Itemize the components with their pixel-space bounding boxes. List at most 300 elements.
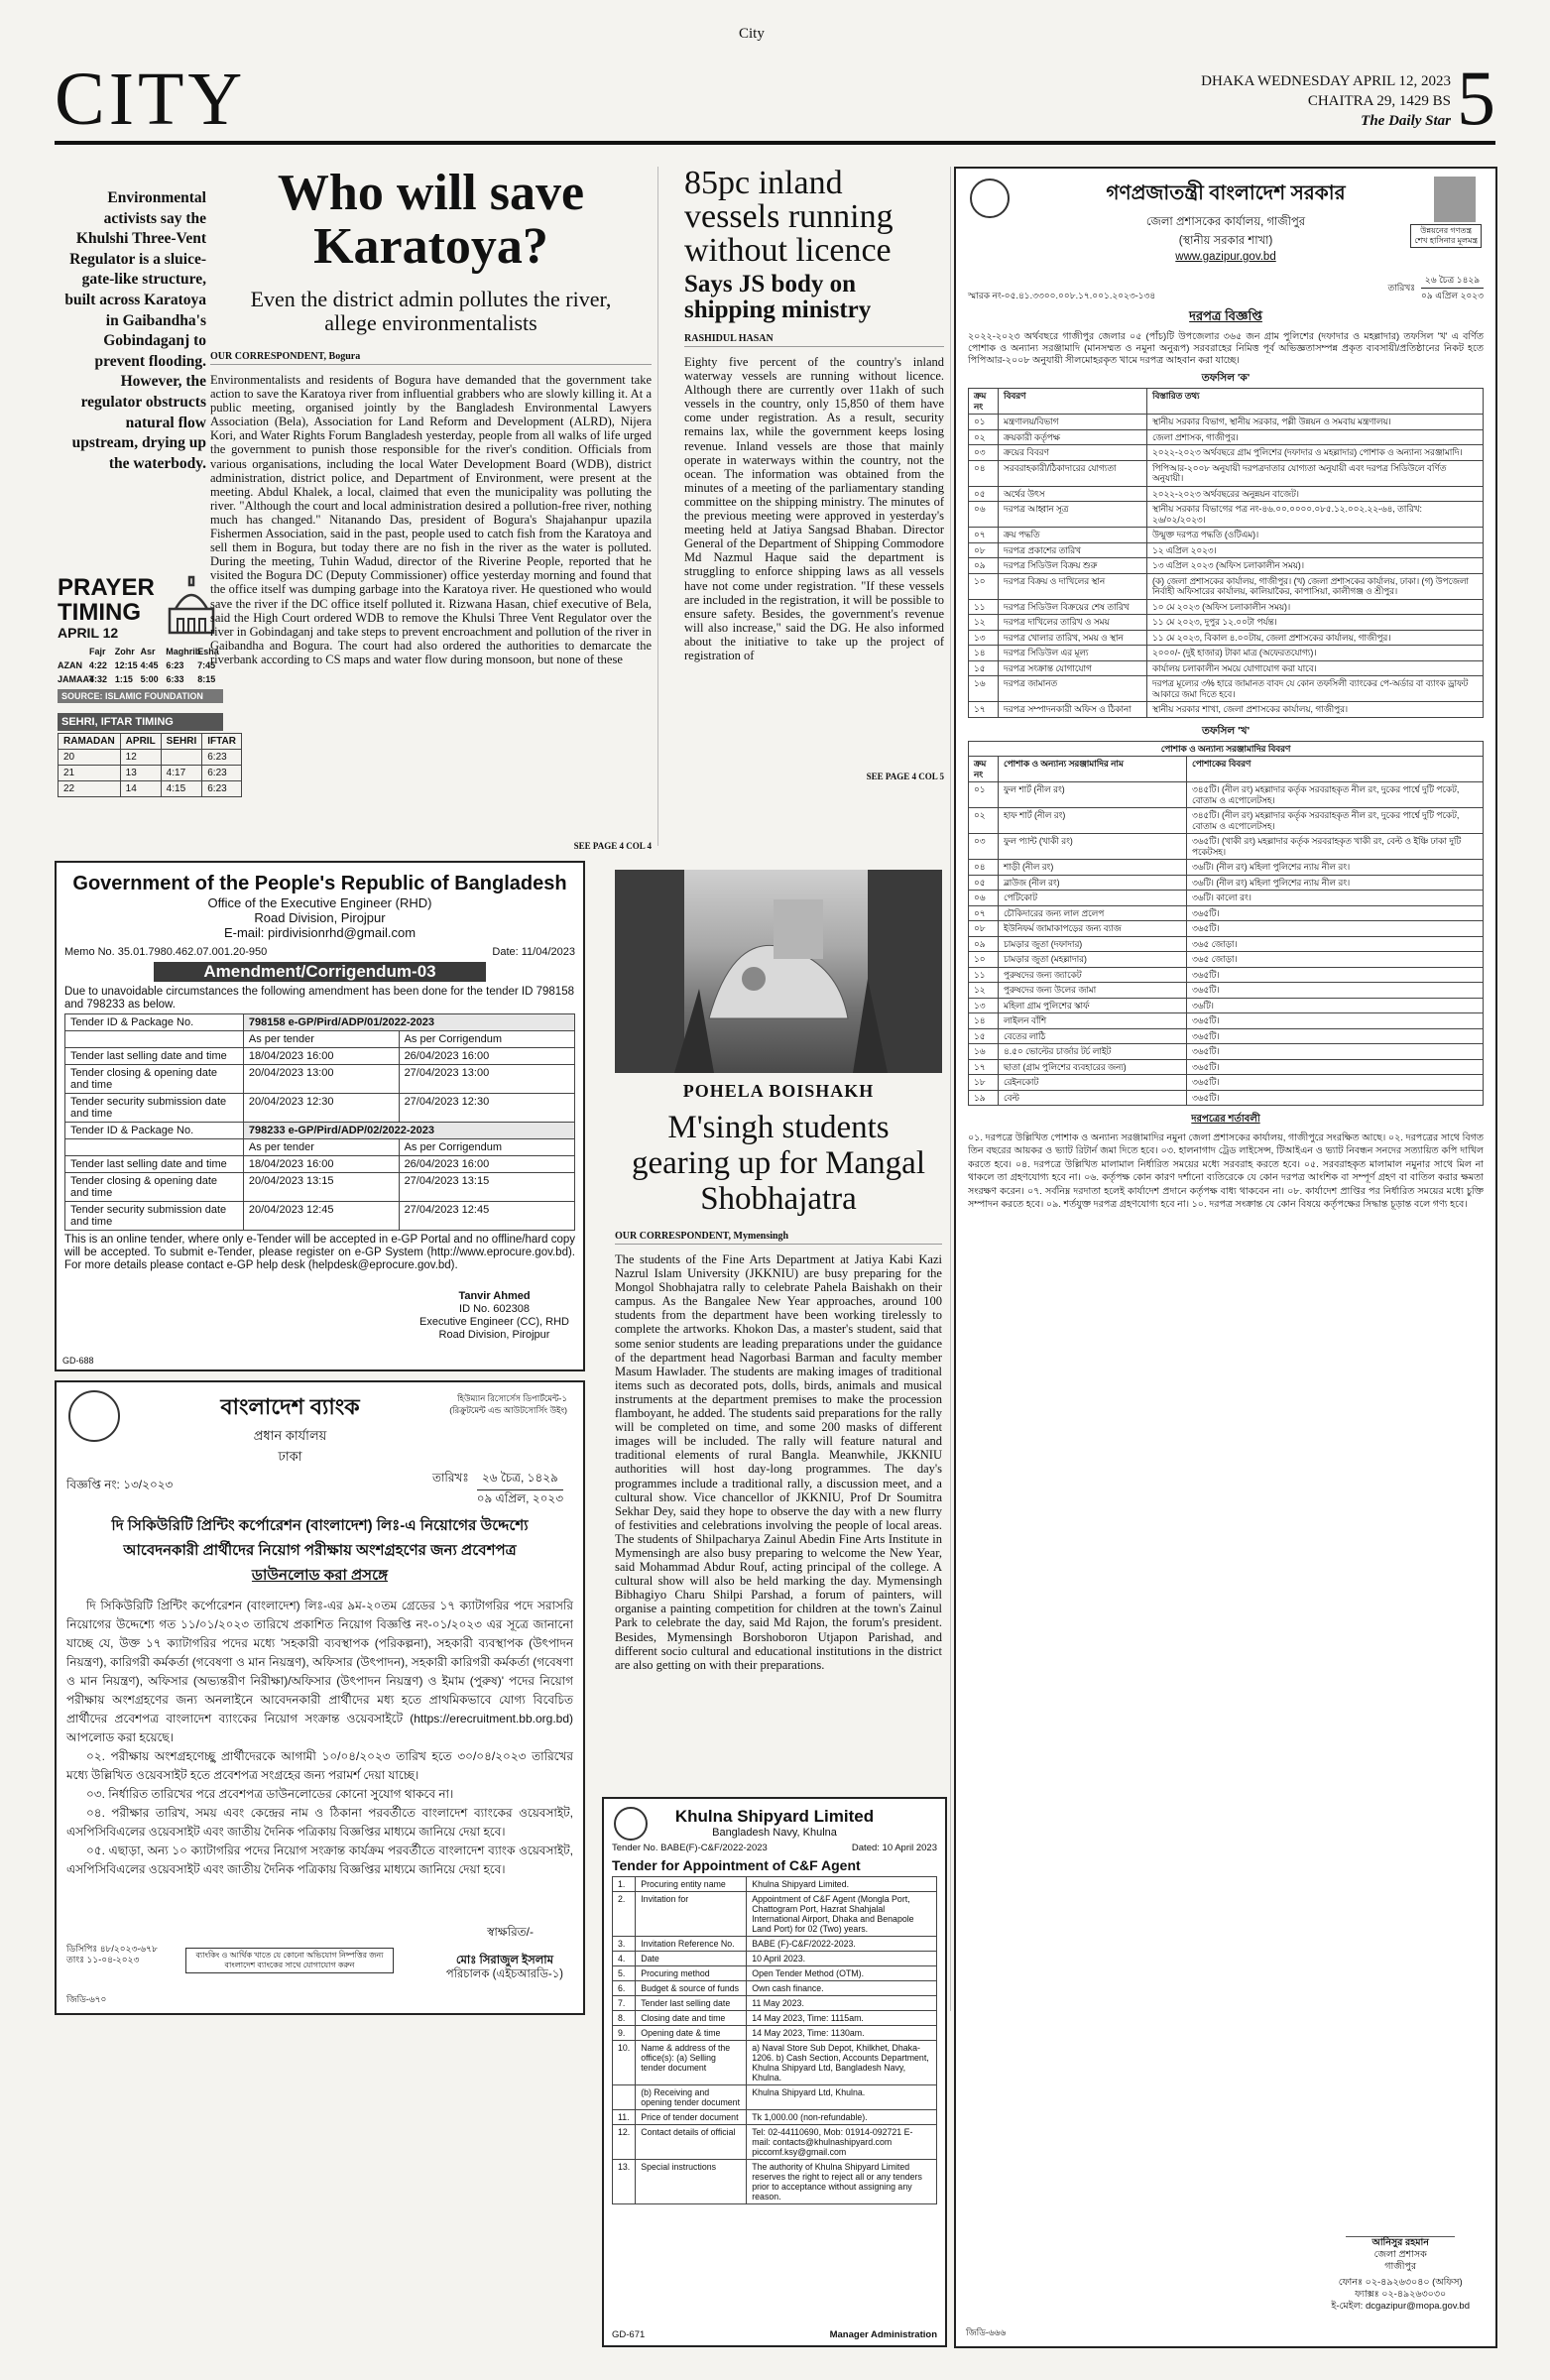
bb-city: ঢাকা bbox=[278, 1449, 302, 1464]
ksy-label: Budget & source of funds bbox=[636, 1981, 747, 1996]
kha-name: চামড়ার জুতা (মহল্লাদার) bbox=[999, 952, 1187, 968]
kha-sl: ১৪ bbox=[969, 1013, 999, 1029]
sehri-col: SEHRI bbox=[161, 734, 202, 750]
ka-sl: ১২ bbox=[969, 615, 999, 631]
slogan-line-1: উন্নয়নের গণতন্ত্র bbox=[1420, 226, 1473, 235]
ka-detail: জেলা প্রশাসক, গাজীপুর। bbox=[1147, 429, 1484, 445]
ka-item: দরপত্র সিডিউল বিক্রয়ের শেষ তারিখ bbox=[999, 599, 1147, 615]
prayer-col: Zohr bbox=[114, 647, 135, 656]
rhd-cell: 26/04/2023 16:00 bbox=[399, 1156, 574, 1173]
kha-col-desc: পোশাকের বিবরণ bbox=[1187, 757, 1484, 782]
gazipur-sub: (স্থানীয় সরকার শাখা) bbox=[1178, 235, 1273, 247]
ka-sl: ০১ bbox=[969, 415, 999, 430]
prayer-row-label: AZAN bbox=[58, 660, 82, 670]
ksy-value: 14 May 2023, Time: 1130am. bbox=[747, 2026, 937, 2041]
rhd-date: Date: 11/04/2023 bbox=[492, 946, 575, 958]
kha-sl: ১৬ bbox=[969, 1044, 999, 1060]
prayer-time: 4:22 bbox=[88, 660, 107, 670]
ksy-heading: Tender for Appointment of C&F Agent bbox=[612, 1857, 861, 1873]
ka-detail: ১১ মে ২০২৩, বিকাল ৪.০০টায়, জেলা প্রশাসকের কার্যালয়, গাজীপুর। bbox=[1147, 630, 1484, 646]
prayer-time: 4:32 bbox=[89, 674, 108, 684]
ka-detail: ১০ মে ২০২৩ (অফিস চলাকালীন সময়)। bbox=[1147, 599, 1484, 615]
ksy-ad bbox=[602, 1797, 947, 2347]
ka-sl: ০৫ bbox=[969, 486, 999, 502]
ka-detail: উন্মুক্ত দরপত্র পদ্ধতি (ওটিএম)। bbox=[1147, 528, 1484, 543]
sehri-cell: 4:17 bbox=[161, 766, 202, 781]
ksy-sl: 12. bbox=[613, 2125, 636, 2160]
ksy-value: Khulna Shipyard Ltd, Khulna. bbox=[747, 2085, 937, 2110]
ka-sl: ০৩ bbox=[969, 445, 999, 461]
ka-detail: পিপিআর-২০০৮ অনুযায়ী দরপত্রদাতার যোগ্যতা অনুযায়ী এবং দরপত্র সিডিউলে বর্ণিত অনুযায়ী। bbox=[1147, 460, 1484, 486]
rhd-cell: 20/04/2023 13:00 bbox=[243, 1065, 399, 1094]
rhd-package-1: 798158 e-GP/Pird/ADP/01/2022-2023 bbox=[243, 1014, 574, 1031]
gazipur-intro: ২০২২-২০২৩ অর্থবছরে গাজীপুর জেলার ০৫ (পাঁচ)টি উপজেলার ৩৬৫ জন গ্রাম পুলিশের (দফাদার ও মহল্লাদার) তফসিল 'খ' এ বর্ণিত পোশাক ও অন্যান্য সরঞ্জামাদি (মানসম্মত ও নমুনা অনুরূপ) সরবরাহের নিমিত্ত পূর্ব অভিজ্ঞতাসম্পন্ন প্রকৃত ব্যবসায়ী/প্রতিষ্ঠানের নিকট হতে পিপিআর-২০০৮ অনুযায়ী সীলমোহরকৃত খামে দরপত্র আহবান করা যাচ্ছে। bbox=[968, 331, 1484, 366]
prayer-date: APRIL 12 bbox=[58, 625, 119, 641]
prayer-col: Esha bbox=[197, 647, 219, 656]
bb-body-1: দি সিকিউরিটি প্রিন্টিং কর্পোরেশন (বাংলাদেশ) লিঃ-এর ৯ম-২০তম গ্রেডের ১৭ ক্যাটাগরির পদে সরাসরি নিয়োগের উদ্দেশ্যে গত ১১/০১/২০২৩ তারিখে প্রকাশিত নিয়োগ বিজ্ঞপ্তি নং-০১/২০২৩ এর সূত্রে জানানো যাচ্ছে যে, উক্ত ১৭ ক্যাটাগরির পদের মধ্যে 'সহকারী ব্যবস্থাপক (পরিকল্পনা), সহকারী ব্যবস্থাপক (উৎপাদন নিয়ন্ত্রণ), কারিগরী কর্মকর্তা (গবেষণা ও মান নিয়ন্ত্রণ), অফিসার (উৎপাদন), সহকারী কারিগরী কর্মকর্তা (গবেষণা ও মান নিয়ন্ত্রণ), অফিসার (অভ্যন্তরীণ নিরীক্ষা)/অফিসার (উৎপাদন নিয়ন্ত্রণ) ও ইমাম (পুরুষ)' পদের নিয়োগ পরীক্ষায় অংশগ্রহণের জন্য অনলাইনে আবেদনকারী প্রার্থীদের মধ্য হতে প্রাথমিকভাবে যোগ্য বিবেচিত প্রার্থীদের প্রবেশপত্র বাংলাদেশ ব্যাংকের নিয়োগ সংক্রান্ত ওয়েবসাইটে (https://erecruitment.bb.org.bd) আপলোড করা হয়েছে। bbox=[66, 1599, 573, 1744]
prayer-time: 7:45 bbox=[197, 660, 216, 670]
rhd-signer: Tanvir Ahmed bbox=[458, 1290, 531, 1302]
ka-col-item: বিবরণ bbox=[999, 389, 1147, 415]
ksy-label: Invitation Reference No. bbox=[636, 1937, 747, 1952]
ka-sl: ১৭ bbox=[969, 702, 999, 718]
kha-desc: ৩৬৫ জোড়া। bbox=[1187, 936, 1484, 952]
ksy-value: Open Tender Method (OTM). bbox=[747, 1966, 937, 1981]
gazipur-office: জেলা প্রশাসকের কার্যালয়, গাজীপুর bbox=[1145, 216, 1306, 228]
prayer-col: Asr bbox=[140, 647, 156, 656]
ksy-sl: 7. bbox=[613, 1996, 636, 2011]
ka-item: সরবরাহকারী/ঠিকাদারের যোগ্যতা bbox=[999, 460, 1147, 486]
inland-headline: 85pc inland vessels running without licence bbox=[684, 165, 894, 269]
sehri-col: IFTAR bbox=[202, 734, 242, 750]
sehri-cell: 20 bbox=[59, 750, 121, 766]
kha-name: লাইলন বাঁশি bbox=[999, 1013, 1187, 1029]
kha-desc: ৩৬৫টি। bbox=[1187, 1044, 1484, 1060]
gazipur-signer-title: জেলা প্রশাসক bbox=[1373, 2249, 1427, 2260]
karatoya-headline: Who will save Karatoya? bbox=[277, 165, 585, 275]
rhd-id-label: Tender ID & Package No. bbox=[65, 1123, 244, 1139]
kha-desc: ৩৪৫টি। (নীল রং) মহল্লাদার কর্তৃক সরবরাহকৃত নীল রং, দুকের পার্শ্বে দুটি পকেট, বোতাম ও এপোলেটসহ। bbox=[1187, 782, 1484, 808]
prayer-col: Maghrib bbox=[166, 647, 201, 656]
bb-title: বাংলাদেশ ব্যাংক bbox=[220, 1394, 360, 1419]
ka-item: দরপত্র সিডিউল এর মূল্য bbox=[999, 646, 1147, 661]
gazipur-notice-title: দরপত্র বিজ্ঞপ্তি bbox=[1189, 308, 1262, 323]
sidebar-blurb: Environmental activists say the Khulshi Three-Vent Regulator is a sluice-gate-like structure, built across Karatoya in Gaibandha's Gobindaganj to prevent flooding. However, the regulator obstructs natural flow upstream, drying up the waterbody. bbox=[64, 189, 206, 472]
gazipur-ad bbox=[954, 167, 1497, 2348]
rhd-signer-office: Road Division, Pirojpur bbox=[438, 1329, 550, 1341]
ksy-label: Opening date & time bbox=[636, 2026, 747, 2041]
bb-ad bbox=[55, 1380, 585, 2015]
sehri-cell: 6:23 bbox=[202, 766, 242, 781]
ka-sl: ০৯ bbox=[969, 558, 999, 574]
ksy-value: 10 April 2023. bbox=[747, 1952, 937, 1966]
kha-sl: ০৭ bbox=[969, 905, 999, 921]
ksy-label: Procuring method bbox=[636, 1966, 747, 1981]
header-rule bbox=[55, 141, 1495, 145]
prayer-title-1: PRAYER bbox=[58, 574, 155, 601]
ksy-value: a) Naval Store Sub Depot, Khilkhet, Dhaka-1206. b) Cash Section, Accounts Department, Khulna Shipyard Ltd, Bangladesh Navy, Khulna. bbox=[747, 2041, 937, 2085]
rhd-col-corrigendum: As per Corrigendum bbox=[399, 1031, 574, 1048]
bb-subject-3: ডাউনলোড করা প্রসঙ্গে bbox=[251, 1567, 389, 1584]
rhd-cell: 27/04/2023 13:00 bbox=[399, 1065, 574, 1094]
kha-sl: ০২ bbox=[969, 808, 999, 834]
ka-detail: ২০২২-২০২৩ অর্থবছরে গ্রাম পুলিশের (দফাদার ও মহল্লাদার) পোশাক ও অন্যান্য সরঞ্জামাদি। bbox=[1147, 445, 1484, 461]
rhd-note: This is an online tender, where only e-Tender will be accepted in e-GP Portal and no offline/hard copy will be accepted. To submit e-Tender, please register on e-GP System (http://www.eprocure.gov.bd). For more details please contact e-GP help desk (helpdesk@eprocure.gov.bd). bbox=[64, 1234, 575, 1271]
kha-desc: ৩৪৫টি। (নীল রং) মহল্লাদার কর্তৃক সরবরাহকৃত নীল রং, দুকের পার্শ্বে দুটি পকেট, বোতাম ও এপোলেটসহ। bbox=[1187, 808, 1484, 834]
bb-dept: হিউম্যান রিসোর্সেস ডিপার্টমেন্ট-১ bbox=[457, 1393, 567, 1403]
ka-detail: কার্যালয় চলাকালীন সময়ে যোগাযোগ করা যাবে। bbox=[1147, 660, 1484, 676]
kha-sl: ১০ bbox=[969, 952, 999, 968]
karatoya-deck: Even the district admin pollutes the river, allege environmentalists bbox=[250, 287, 612, 335]
ka-detail: ২০২২-২০২৩ অর্থবছরের অনুন্নয়ন বাজেট। bbox=[1147, 486, 1484, 502]
sehri-cell: 13 bbox=[120, 766, 161, 781]
kha-name: বেতের লাঠি bbox=[999, 1028, 1187, 1044]
ka-detail: ১৩ এপ্রিল ২০২৩ (অফিস চলাকালীন সময়)। bbox=[1147, 558, 1484, 574]
msingh-kicker: POHELA BOISHAKH bbox=[682, 1081, 875, 1101]
kha-desc: ৩৬৫টি। (খাকী রং) মহল্লাদার কর্তৃক সরবরাহকৃত খাকী রং, বেল্ট ও ইঞ্চি ঢাকা দুটি পকেটসহ। bbox=[1187, 834, 1484, 860]
ksy-label: Price of tender document bbox=[636, 2110, 747, 2125]
ka-item: ক্রয়কারী কর্তৃপক্ষ bbox=[999, 429, 1147, 445]
bb-signed: স্বাক্ষরিত/- bbox=[487, 1925, 534, 1939]
ka-detail: ২০০০/- (দুই হাজার) টাকা মাত্র (অফেরতযোগ্য)। bbox=[1147, 646, 1484, 661]
ksy-sl: 4. bbox=[613, 1952, 636, 1966]
gazipur-website[interactable]: www.gazipur.gov.bd bbox=[1175, 251, 1276, 263]
kha-name: মহিলা গ্রাম পুলিশের স্কার্ফ bbox=[999, 998, 1187, 1013]
rhd-row-label: Tender last selling date and time bbox=[65, 1156, 244, 1173]
rhd-cell: 27/04/2023 12:45 bbox=[399, 1202, 574, 1231]
ka-item: দরপত্র আহ্বান সূত্র bbox=[999, 502, 1147, 528]
ksy-label: (b) Receiving and opening tender document bbox=[636, 2085, 747, 2110]
sehri-title: SEHRI, IFTAR TIMING bbox=[58, 713, 223, 731]
kha-name: পেটিকোট bbox=[999, 891, 1187, 906]
kha-sl: ১৫ bbox=[969, 1028, 999, 1044]
ka-detail: স্থানীয় সরকার শাখা, জেলা প্রশাসকের কার্যালয়, গাজীপুর। bbox=[1147, 702, 1484, 718]
gazipur-fax: ফ্যাক্সঃ ০২-৪৯২৬৩০৩০ bbox=[1355, 2289, 1447, 2300]
inland-deck: Says JS body on shipping ministry bbox=[684, 271, 872, 323]
kha-desc: ৩৬৫টি। bbox=[1187, 1059, 1484, 1075]
kha-sl: ১১ bbox=[969, 967, 999, 983]
ka-item: দরপত্র দাখিলের তারিখ ও সময় bbox=[999, 615, 1147, 631]
msingh-byline: OUR CORRESPONDENT, Mymensingh bbox=[615, 1231, 942, 1245]
ksy-signer: Manager Administration bbox=[829, 2329, 937, 2340]
ka-sl: ১৪ bbox=[969, 646, 999, 661]
rhd-col-tender: As per tender bbox=[243, 1139, 399, 1156]
conditions-title: দরপত্রের শর্তাবলী bbox=[1191, 1114, 1260, 1125]
bb-date-bangla: ২৬ চৈত্র, ১৪২৯ bbox=[477, 1470, 563, 1490]
prayer-title-2: TIMING bbox=[58, 599, 141, 626]
ksy-date: Dated: 10 April 2023 bbox=[851, 1843, 937, 1853]
ksy-sl: 3. bbox=[613, 1937, 636, 1952]
ksy-logo-icon bbox=[614, 1807, 648, 1841]
schedule-kha-title: তফসিল 'খ' bbox=[1201, 724, 1251, 737]
ksy-value: The authority of Khulna Shipyard Limited reserves the right to reject all or any tenders prior to acceptance without assigning any reason. bbox=[747, 2160, 937, 2204]
rhd-division: Road Division, Pirojpur bbox=[254, 910, 386, 925]
bb-signer-title: পরিচালক (এইচআরডি-১) bbox=[445, 1968, 563, 1980]
rhd-title: Government of the People's Republic of Bangladesh bbox=[72, 873, 567, 894]
rhd-col-tender: As per tender bbox=[243, 1031, 399, 1048]
ksy-label: Closing date and time bbox=[636, 2011, 747, 2026]
kha-sl: ০৪ bbox=[969, 860, 999, 876]
kha-desc: ৩৬টি। bbox=[1187, 998, 1484, 1013]
kha-name: ফুল শার্ট (নীল রং) bbox=[999, 782, 1187, 808]
bb-body-4: ০৪. পরীক্ষার তারিখ, সময় এবং কেন্দ্রের নাম ও ঠিকানা পরবর্তীতে বাংলাদেশ ব্যাংকের ওয়েবসাইট, এসপিসিবিএলের ওয়েবসাইট এবং জাতীয় দৈনিক পত্রিকায় বিজ্ঞপ্তির মাধ্যমে জানিয়ে দেয়া হবে। bbox=[66, 1806, 573, 1839]
prayer-time: 12:15 bbox=[114, 660, 138, 670]
kha-sl: ১৮ bbox=[969, 1075, 999, 1091]
kha-sl: ১৭ bbox=[969, 1059, 999, 1075]
sehri-cell bbox=[161, 750, 202, 766]
dateline bbox=[1201, 71, 1451, 131]
msingh-headline: M'singh students gearing up for Mangal Shobhajatra bbox=[632, 1110, 925, 1217]
ksy-value: BABE (F)-C&F/2022-2023. bbox=[747, 1937, 937, 1952]
kha-sl: ১২ bbox=[969, 983, 999, 999]
ka-sl: ০৪ bbox=[969, 460, 999, 486]
prayer-source: SOURCE: ISLAMIC FOUNDATION bbox=[58, 689, 223, 703]
rhd-row-label: Tender closing & opening date and time bbox=[65, 1173, 244, 1202]
rhd-ad bbox=[55, 861, 585, 1371]
bb-dept-sub: (রিক্রুটমেন্ট এন্ড আউটসোর্সিং উইং) bbox=[449, 1405, 567, 1415]
ksy-code: GD-671 bbox=[612, 2329, 646, 2340]
ksy-value: 14 May 2023, Time: 1115am. bbox=[747, 2011, 937, 2026]
karatoya-byline: OUR CORRESPONDENT, Bogura bbox=[210, 351, 652, 365]
rhd-office: Office of the Executive Engineer (RHD) bbox=[207, 895, 432, 910]
rhd-row-label: Tender closing & opening date and time bbox=[65, 1065, 244, 1094]
gazipur-email[interactable]: ই-মেইল: dcgazipur@mopa.gov.bd bbox=[1331, 2301, 1470, 2312]
conditions-body: ০১. দরপত্রে উল্লিখিত পোশাক ও অন্যান্য সরঞ্জামাদির নমুনা জেলা প্রশাসকের কার্যালয়, গাজীপুরে সংরক্ষিত আছে। ০২. দরপত্রের সাথে বিগত তিন বছরের আয়কর ও ভ্যাট রিটার্ন জমা দিতে হবে। ০৩. হালনাগাদ ট্রেড লাইসেন্স, টিআইএন ও ভ্যাট নিবন্ধন সনদের সত্যায়িত কপি দাখিল করতে হবে। ০৪. দরপত্রে উল্লিখিত মালামাল নির্ধারিত সময়ের মধ্যে সরবরাহ করতে হবে। ০৫. সরবরাহকৃত মালামাল নমুনার সাথে মিল না থাকলে তা গ্রহণযোগ্য হবে না। ০৬. কর্তৃপক্ষ কোন কারণ দর্শানো ব্যতিরেকে যে কোন দরপত্র আংশিক বা সম্পূর্ণ গ্রহণ বা বাতিল করার ক্ষমতা সংরক্ষণ করেন। ০৭. সর্বনিম্ন দরদাতা হলেই কার্যাদেশ প্রদানে কর্তৃপক্ষ বাধ্য থাকবেন না। ০৮. কার্যাদেশ প্রাপ্তির পর নির্ধারিত সময়ের মধ্যে চুক্তি সম্পাদন করতে হবে। ০৯. শর্তযুক্ত দরপত্র গ্রহণযোগ্য হবে না। ১০. দরপত্র সংক্রান্ত যে কোন বিষয়ে কর্তৃপক্ষের সিদ্ধান্ত চূড়ান্ত বলে গণ্য হবে। bbox=[968, 1132, 1484, 1211]
ksy-sl: 2. bbox=[613, 1892, 636, 1937]
kha-sl: ০৬ bbox=[969, 891, 999, 906]
news-photo bbox=[615, 870, 942, 1073]
rhd-package-2: 798233 e-GP/Pird/ADP/02/2022-2023 bbox=[243, 1123, 574, 1139]
gazipur-title: গণপ্রজাতন্ত্রী বাংলাদেশ সরকার bbox=[1106, 182, 1346, 204]
ksy-value: Appointment of C&F Agent (Mongla Port, Chattogram Port, Hazrat Shahjalal International Airport, Dhaka and Benapole Land Port) for 02 (Two) years. bbox=[747, 1892, 937, 1937]
ksy-subtitle: Bangladesh Navy, Khulna bbox=[712, 1827, 837, 1839]
ksy-sl: 1. bbox=[613, 1877, 636, 1892]
ka-sl: ০২ bbox=[969, 429, 999, 445]
rhd-memo: Memo No. 35.01.7980.462.07.001.20-950 bbox=[64, 946, 268, 958]
ksy-sl: 13. bbox=[613, 2160, 636, 2204]
prayer-time: 4:45 bbox=[140, 660, 159, 670]
inland-story bbox=[684, 167, 944, 846]
gazipur-phone: ফোনঃ ০২-৪৯২৬৩০৪০ (অফিস) bbox=[1338, 2277, 1463, 2288]
ksy-label: Special instructions bbox=[636, 2160, 747, 2204]
gazipur-signer-place: গাজীপুর bbox=[1384, 2261, 1417, 2272]
ka-detail: স্থানীয় সরকার বিভাগের পত্র নং-৪৬.০০.০০০০.০৮৫.১২.০০২.২২-৬৪, তারিখ: ২৬/০২/২০২৩। bbox=[1147, 502, 1484, 528]
rhd-intro: Due to unavoidable circumstances the following amendment has been done for the tender ID 798158 and 798233 as below. bbox=[64, 986, 574, 1011]
kha-name: শাড়ী (নীল রং) bbox=[999, 860, 1187, 876]
ka-item: ক্রয়ের বিবরণ bbox=[999, 445, 1147, 461]
kha-col-sl: ক্রম নং bbox=[969, 757, 999, 782]
ka-detail: ১২ এপ্রিল ২০২৩। bbox=[1147, 542, 1484, 558]
ksy-label: Procuring entity name bbox=[636, 1877, 747, 1892]
ka-item: দরপত্র বিক্রয় ও দাখিলের স্থান bbox=[999, 573, 1147, 599]
ksy-value: Tk 1,000.00 (non-refundable). bbox=[747, 2110, 937, 2125]
sehri-col: RAMADAN bbox=[59, 734, 121, 750]
ka-item: দরপত্র খোলার তারিখ, সময় ও স্থান bbox=[999, 630, 1147, 646]
ka-sl: ০৬ bbox=[969, 502, 999, 528]
rhd-banner: Amendment/Corrigendum-03 bbox=[154, 962, 486, 982]
bb-date-label: তারিখঃ bbox=[431, 1471, 469, 1485]
bb-code: জিডি-৬৭০ bbox=[66, 1994, 107, 2004]
ksy-title: Khulna Shipyard Limited bbox=[674, 1807, 875, 1826]
prayer-row-label: JAMAAT bbox=[58, 674, 94, 684]
ka-detail: স্থানীয় সরকার বিভাগ, স্থানীয় সরকার, পল্লী উন্নয়ন ও সমবায় মন্ত্রণালয়। bbox=[1147, 415, 1484, 430]
rhd-row-label: Tender security submission date and time bbox=[65, 1202, 244, 1231]
kha-desc: ৩৬৫টি। bbox=[1187, 1013, 1484, 1029]
rhd-cell: 27/04/2023 12:30 bbox=[399, 1094, 574, 1123]
ka-detail: দরপত্র মূল্যের ৩% হারে জামানত বাবদ যে কোন তফসিলী ব্যাংকের পে-অর্ডার বা ব্যাংক ড্রাফট আকারে জমা দিতে হবে। bbox=[1147, 676, 1484, 702]
rhd-cell: 18/04/2023 16:00 bbox=[243, 1156, 399, 1173]
ka-item: দরপত্র সিডিউল বিক্রয় শুরু bbox=[999, 558, 1147, 574]
gazipur-memo: স্মারক নং-০৫.৪১.৩৩০০.০০৮.১৭.০০১.২০২৩-১৩৪ bbox=[968, 291, 1156, 300]
kha-desc: ৩৬টি। (নীল রং) মহিলা পুলিশের ন্যায় নীল রং। bbox=[1187, 875, 1484, 891]
ksy-sl bbox=[613, 2085, 636, 2110]
sehri-col: APRIL bbox=[120, 734, 161, 750]
schedule-ka-title: তফসিল 'ক' bbox=[1201, 372, 1251, 384]
bb-body-5: ০৫. এছাড়া, অন্য ১০ ক্যাটাগরির পদের নিয়োগ সংক্রান্ত কার্যক্রম পরবর্তীতে বাংলাদেশ ব্যাংক ওয়েবসাইট, এসপিসিবিএলের ওয়েবসাইট এবং জাতীয় দৈনিক পত্রিকায় বিজ্ঞপ্তির মাধ্যমে জানিয়ে দেয়া হবে। bbox=[66, 1844, 573, 1876]
ka-sl: ১০ bbox=[969, 573, 999, 599]
sehri-cell: 21 bbox=[59, 766, 121, 781]
masthead-logo: The Daily Star bbox=[1361, 113, 1451, 129]
ka-item: ক্রয় পদ্ধতি bbox=[999, 528, 1147, 543]
kha-sl: ০৮ bbox=[969, 921, 999, 937]
sehri-cell: 6:23 bbox=[202, 781, 242, 797]
ka-col-sl: ক্রম নং bbox=[969, 389, 999, 415]
kha-desc: ৩৬৫টি। bbox=[1187, 1090, 1484, 1106]
ksy-sl: 9. bbox=[613, 2026, 636, 2041]
ka-sl: ০৮ bbox=[969, 542, 999, 558]
prayer-time: 1:15 bbox=[114, 674, 133, 684]
rhd-code: GD-688 bbox=[62, 1356, 94, 1366]
slogan-line-2: শেখ হাসিনার মূলমন্ত্র bbox=[1414, 236, 1478, 245]
ksy-label: Name & address of the office(s): (a) Selling tender document bbox=[636, 2041, 747, 2085]
karatoya-jump: SEE PAGE 4 COL 4 bbox=[573, 841, 652, 851]
ka-item: দরপত্র সংক্রান্ত যোগাযোগ bbox=[999, 660, 1147, 676]
ka-item: দরপত্র জামানত bbox=[999, 676, 1147, 702]
msingh-body: The students of the Fine Arts Department at Jatiya Kabi Kazi Nazrul Islam University (JKKNIU) are busy preparing for the Mongol Shobhajatra rally to celebrate Pahela Baishakh on their campus. As the Bangalee New Year approaches, around 100 students from the department have been working tirelessly to complete the artworks. Khokon Das, a master's student, said that some senior students are leading preparations under the guidance of the department head Nagorbasi Barman and faculty member Masum Hawlader. The students are making images of traditional items such as decorated pots, dolls, birds, animals and musical instruments at the department premises to make the procession flamboyant, he added. The students said preparations for the rally will be completed on time, and some 200 masks of different images will be included. The rally will feature natural and traditional elements of rural Bangla. Meanwhile, JKKNIU authorities will host day-long programmes. The day's programmes include a traditional rally, a discussion meet, and a cultural show. Vice chancellor of JKKNIU, Prof Dr Soumitra Sekhar Dey, said they hope to observe the day with a new flurry of festivities and celebrations involving the people of local areas. The students of Shilpacharya Zainul Abedin Fine Arts Institute in Mymensingh are also busy preparing to welcome the New Year, said Mohammad Abdur Rouf, acting principal of the college. A cultural show will also be held marking the day. Mymensingh Bibhagiyo Charu Shilpi Parshad, a forum of painters, will organise a painting competition for children at the town's Zainul Park to celebrate the day, said Md Rajon, the forum's president. Besides, Mymensingh Borshoboron Utjapon Parishad, and different socio cultural and educational institutions in the district are also getting on with their preparations. bbox=[615, 1252, 942, 1672]
ka-sl: ১১ bbox=[969, 599, 999, 615]
rhd-email[interactable]: E-mail: pirdivisionrhd@gmail.com bbox=[223, 925, 417, 940]
ka-detail: (ক) জেলা প্রশাসকের কার্যালয়, গাজীপুর। (খ) জেলা প্রশাসকের কার্যালয়, ঢাকা। (গ) উপজেলা নির্বাহী অফিসারের কার্যালয়, কালিয়াকৈর, কাপাসিয়া, কালীগঞ্জ ও শ্রীপুর। bbox=[1147, 573, 1484, 599]
gazipur-date-bangla: ২৬ চৈত্র ১৪২৯ bbox=[1421, 273, 1484, 289]
ksy-label: Invitation for bbox=[636, 1892, 747, 1937]
kha-desc: ৩৬৫টি। bbox=[1187, 1028, 1484, 1044]
karatoya-body: Environmentalists and residents of Bogura have demanded that the government take action to save the Karatoya river from influential grabbers who are slowly killing it. At a public meeting, organised jointly by the Bangladesh Environmental Lawyers Association (Bela), Association for Land Reform and Development (ALRD), Nijera Kori, and Water Rights Forum Bangladesh yesterday, people from all walks of life urged the government to punish those responsible for the river's condition. Officials from various organisations, including the local Water Development Board (WDB), district administration, district police, and Department of Environment, were present at the meeting. Abdul Khalek, a local, claimed that even the municipality was polluting the river. "Although the court and local administration desired a pollution-free river, nothing much has changed." Nitanando Das, president of Bogura's Shajahanpur upazila Fishermen Association, said in the past, people used to catch fish from the Karatoya and sell them in Bogura, but today there are no fish in the river as the water is polluted. During the meeting, Tuhin Wadud, director of the Riverine People, reported that he visited the Bogura DC (Deputy Commissioner) office yesterday morning and found that the office itself was dumping garbage into the Karatoya river. He questioned who would save the river if the DC office itself polluted it. Rizwana Hasan, chief executive of Bela, said the High Court ordered WDB to remove the Khulsi Three Vent Regulator over the river in Gobindaganj and take steps to prevent encroachment and pollution of the river in Gaibandha and Bogura. The court had also ordered the authorities to demarcate the riverbank according to CS maps and water flow during monsoon, but none of these bbox=[210, 373, 652, 666]
bb-body-2: ০২. পরীক্ষায় অংশগ্রহণেচ্ছু প্রার্থীদেরকে আগামী ১০/০৪/২০২৩ তারিখ হতে ৩০/০৪/২০২৩ তারিখের মধ্যে উল্লিখিত ওয়েবসাইট হতে প্রবেশপত্র সংগ্রহের জন্য পরামর্শ দেয়া যাচ্ছে। bbox=[66, 1749, 573, 1782]
prayer-time: 5:00 bbox=[140, 674, 159, 684]
sehri-cell: 22 bbox=[59, 781, 121, 797]
kha-desc: ৩৬৫টি। bbox=[1187, 905, 1484, 921]
bb-body-3: ০৩. নির্ধারিত তারিখের পরে প্রবেশপত্র ডাউনলোডের কোনো সুযোগ থাকবে না। bbox=[86, 1787, 454, 1801]
gazipur-date-english: ০৯ এপ্রিল ২০২৩ bbox=[1421, 291, 1484, 300]
bb-hq: প্রধান কার্যালয় bbox=[253, 1428, 327, 1443]
kha-name: চৌকিদারের জন্য লাল প্রলেপ bbox=[999, 905, 1187, 921]
kha-desc: ৩৬টি। কালো রং। bbox=[1187, 891, 1484, 906]
kha-name: পুরুষদের জন্য জ্যাকেট bbox=[999, 967, 1187, 983]
gazipur-code: জিডি-৬৬৬ bbox=[966, 2327, 1007, 2337]
rhd-cell: 27/04/2023 13:15 bbox=[399, 1173, 574, 1202]
rhd-cell: 26/04/2023 16:00 bbox=[399, 1048, 574, 1065]
ksy-tender-no: Tender No. BABE(F)-C&F/2022-2023 bbox=[612, 1843, 768, 1853]
section-tab: City bbox=[739, 26, 765, 42]
ksy-value: 11 May 2023. bbox=[747, 1996, 937, 2011]
ksy-sl: 11. bbox=[613, 2110, 636, 2125]
kha-name: ব্লাউজ (নীল রং) bbox=[999, 875, 1187, 891]
rhd-col-corrigendum: As per Corrigendum bbox=[399, 1139, 574, 1156]
rhd-signer-id: ID No. 602308 bbox=[459, 1303, 530, 1315]
rhd-row-label: Tender security submission date and time bbox=[65, 1094, 244, 1123]
ksy-label: Date bbox=[636, 1952, 747, 1966]
kha-name: ফুল প্যান্ট (খাকী রং) bbox=[999, 834, 1187, 860]
kha-col-name: পোশাক ও অন্যান্য সরঞ্জামাদির নাম bbox=[999, 757, 1187, 782]
kha-name: ছাতা (গ্রাম পুলিশের ব্যবহারের জন্য) bbox=[999, 1059, 1187, 1075]
kha-sl: ১৯ bbox=[969, 1090, 999, 1106]
page-number: 5 bbox=[1457, 55, 1495, 141]
inland-byline: RASHIDUL HASAN bbox=[684, 333, 944, 347]
bb-notice-no: বিজ্ঞপ্তি নং: ১৩/২০২৩ bbox=[66, 1478, 174, 1491]
sehri-cell: 14 bbox=[120, 781, 161, 797]
bb-dfp-date: তাংঃ ১১-০৪-২০২৩ bbox=[66, 1955, 140, 1964]
gov-seal-icon bbox=[970, 178, 1010, 218]
section-title: CITY bbox=[55, 58, 247, 141]
sehri-cell: 6:23 bbox=[202, 750, 242, 766]
ka-sl: ১৬ bbox=[969, 676, 999, 702]
bb-dfp: ডিসিপিঃ ৪৮/২০২৩-৬৭৮ bbox=[66, 1944, 158, 1954]
rhd-cell: 20/04/2023 12:45 bbox=[243, 1202, 399, 1231]
ka-item: দরপত্র প্রকাশের তারিখ bbox=[999, 542, 1147, 558]
bb-signer: মোঃ সিরাজুল ইসলাম bbox=[455, 1955, 554, 1966]
ka-item: অর্থের উৎস bbox=[999, 486, 1147, 502]
date-bangla: CHAITRA 29, 1429 BS bbox=[1307, 93, 1451, 109]
kha-sl: ০১ bbox=[969, 782, 999, 808]
rhd-cell: 20/04/2023 13:15 bbox=[243, 1173, 399, 1202]
rhd-cell: 18/04/2023 16:00 bbox=[243, 1048, 399, 1065]
rhd-cell: 20/04/2023 12:30 bbox=[243, 1094, 399, 1123]
kha-sl: ০৯ bbox=[969, 936, 999, 952]
ka-item: দরপত্র সম্পাদনকারী অফিস ও ঠিকানা bbox=[999, 702, 1147, 718]
ka-sl: ১৫ bbox=[969, 660, 999, 676]
sehri-cell: 12 bbox=[120, 750, 161, 766]
bb-date-english: ০৯ এপ্রিল, ২০২৩ bbox=[476, 1491, 563, 1505]
ksy-label: Contact details of official bbox=[636, 2125, 747, 2160]
kha-header: পোশাক ও অন্যান্য সরঞ্জামাদির বিবরণ bbox=[969, 741, 1484, 757]
rhd-row-label: Tender last selling date and time bbox=[65, 1048, 244, 1065]
date-english: DHAKA WEDNESDAY APRIL 12, 2023 bbox=[1201, 73, 1451, 89]
gazipur-date-label: তারিখঃ bbox=[1387, 283, 1416, 293]
kha-desc: ৩৬৫টি। bbox=[1187, 983, 1484, 999]
inland-jump: SEE PAGE 4 COL 5 bbox=[866, 772, 944, 781]
prayer-time: 6:23 bbox=[166, 660, 184, 670]
inland-body: Eighty five percent of the country's inland waterway vessels are running without licence. Although there are currently over 11akh of such vessels in the country, only 15,850 of them have come under registration. As a result, security remains lax, while the government keeps losing revenue. Inland vessels are those that mainly operate in waterways within the country, not the ocean. The information was obtained from the minutes of a meeting of the parliamentary standing committee on the shipping ministry. The minutes of the previous meeting were approved in yesterday's meeting held at Jatiya Sangsad Bhaban. Director General of the Department of Shipping Commodore Md Nazmul Haque said the department is struggling to enforce shipping laws as all vessels have not come under registration. "If these vessels are included in the registration, it will be possible to ensure safety. Besides, the government's revenue will also increase," said the DG. He also informed about the initiative to take up the project of registration of bbox=[684, 355, 944, 662]
bb-subject-2: আবেদনকারী প্রার্থীদের নিয়োগ পরীক্ষায় অংশগ্রহণের জন্য প্রবেশপত্র bbox=[123, 1542, 517, 1559]
bb-subject-1: দি সিকিউরিটি প্রিন্টিং কর্পোরেশন (বাংলাদেশ) লিঃ-এ নিয়োগের উদ্দেশ্যে bbox=[111, 1517, 529, 1534]
ksy-sl: 6. bbox=[613, 1981, 636, 1996]
prayer-col: Fajr bbox=[89, 647, 106, 656]
kha-desc: ৩৬টি। (নীল রং) মহিলা পুলিশের ন্যায় নীল রং। bbox=[1187, 860, 1484, 876]
ksy-label: Tender last selling date bbox=[636, 1996, 747, 2011]
gazipur-signature bbox=[1346, 2215, 1455, 2237]
ka-col-detail: বিস্তারিত তথ্য bbox=[1147, 389, 1484, 415]
kha-desc: ৩৬৫টি। bbox=[1187, 1075, 1484, 1091]
ksy-sl: 10. bbox=[613, 2041, 636, 2085]
kha-name: বেল্ট bbox=[999, 1090, 1187, 1106]
kha-desc: ৩৬৫টি। bbox=[1187, 967, 1484, 983]
ksy-value: Khulna Shipyard Limited. bbox=[747, 1877, 937, 1892]
prayer-time: 8:15 bbox=[197, 674, 216, 684]
kha-name: ইউনিফর্ম জামাকাপড়ের জন্য ব্যাজ bbox=[999, 921, 1187, 937]
kha-desc: ৩৬৫ জোড়া। bbox=[1187, 952, 1484, 968]
karatoya-story bbox=[210, 165, 652, 851]
ka-sl: ০৭ bbox=[969, 528, 999, 543]
